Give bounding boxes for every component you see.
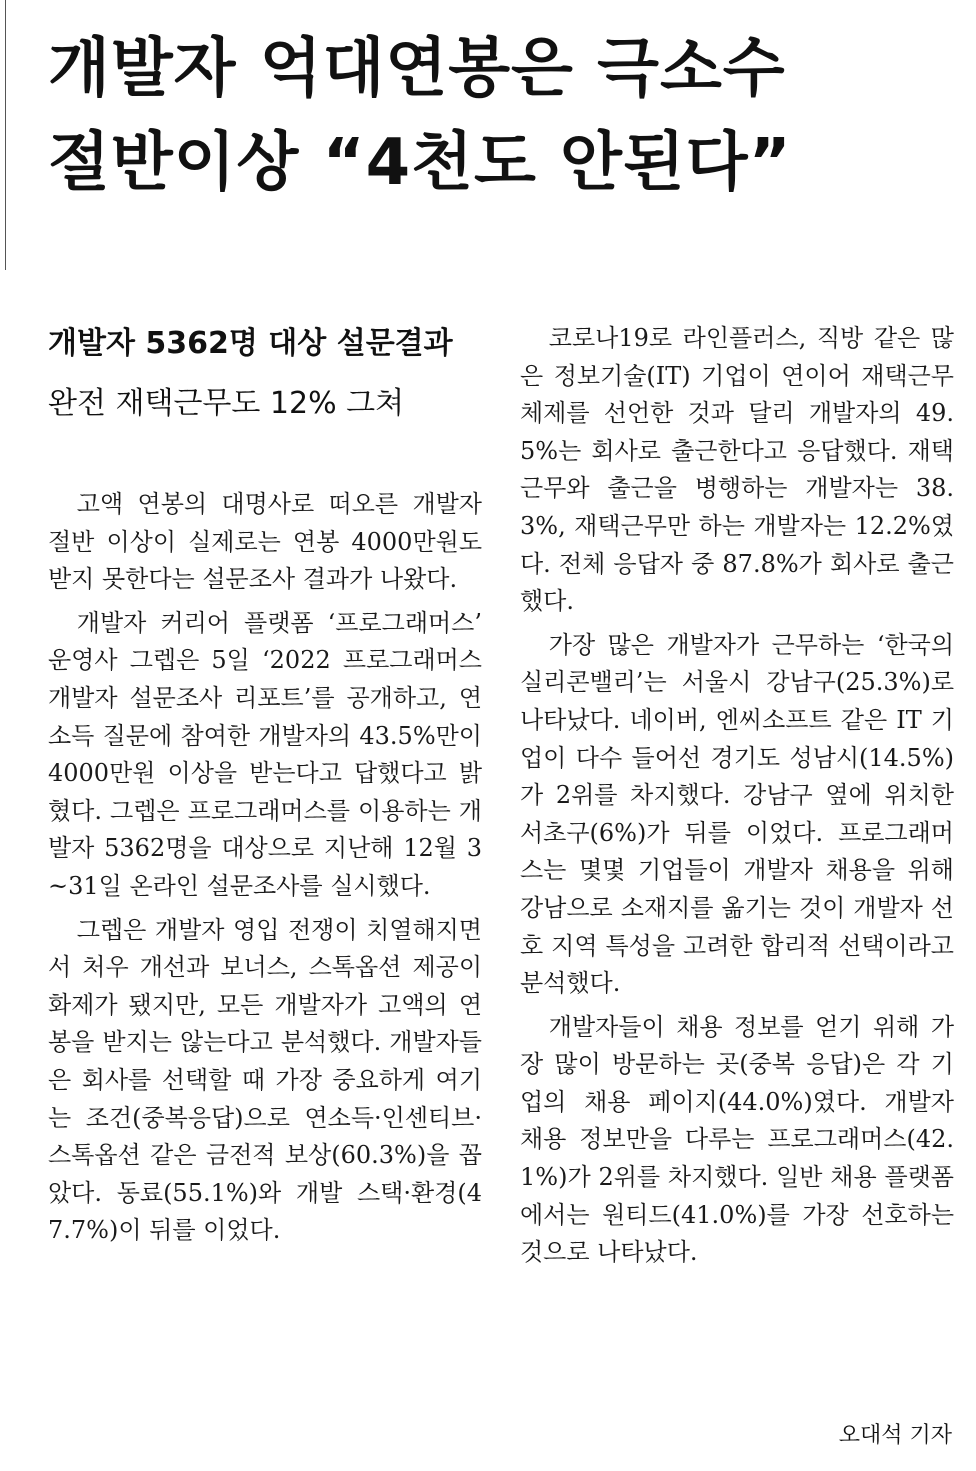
headline bbox=[48, 22, 968, 210]
paragraph: 코로나19로 라인플러스, 직방 같은 많은 정보기술(IT) 기업이 연이어 재택근무 체제를 선언한 것과 달리 개발자의 49.5%는 회사로 출근한다고 응답했다. 재택근무와 출근을 병행하는 개발자는 38.3%, 재택근무만 하는 개발자는 12.2%였다. 전체 응답자 중 87.8%가 회사로 출근했다. bbox=[520, 324, 954, 616]
paragraph: 그렙은 개발자 영입 전쟁이 치열해지면서 처우 개선과 보너스, 스톡옵션 제공이 화제가 됐지만, 모든 개발자가 고액의 연봉을 받지는 않는다고 분석했다. 개발자들은 회사를 선택할 때 가장 중요하게 여기는 조건(중복응답)으로 연소득·인센티브·스톡옵션 같은 금전적 보상(60.3%)을 꼽았다. 동료(55.1%)와 개발 스택·환경(47.7%)이 뒤를 이었다. bbox=[48, 915, 482, 1245]
headline-line-2: 절반이상 “4천도 안된다” bbox=[48, 126, 792, 200]
headline-line-1: 개발자 억대연봉은 극소수 bbox=[48, 32, 786, 106]
article-column-right bbox=[520, 320, 954, 1278]
subheadline-primary: 개발자 5362명 대상 설문결과 bbox=[48, 326, 453, 361]
byline: 오대석 기자 bbox=[838, 1423, 952, 1448]
left-column-rule bbox=[5, 0, 6, 270]
paragraph: 고액 연봉의 대명사로 떠오른 개발자 절반 이상이 실제로는 연봉 4000만원도 받지 못한다는 설문조사 결과가 나왔다. bbox=[48, 490, 482, 594]
paragraph: 개발자 커리어 플랫폼 ‘프로그래머스’ 운영사 그렙은 5일 ‘2022 프로그래머스 개발자 설문조사 리포트’를 공개하고, 연소득 질문에 참여한 개발자의 43.5%만이 4000만원 이상을 받는다고 답했다고 밝혔다. 그렙은 프로그래머스를 이용하는 개발자 5362명을 대상으로 지난해 12월 3~31일 온라인 설문조사를 실시했다. bbox=[48, 608, 482, 900]
paragraph: 가장 많은 개발자가 근무하는 ‘한국의 실리콘밸리’는 서울시 강남구(25.3%)로 나타났다. 네이버, 엔씨소프트 같은 IT 기업이 다수 들어선 경기도 성남시(14.5%)가 2위를 차지했다. 강남구 옆에 위치한 서초구(6%)가 뒤를 이었다. 프로그래머스는 몇몇 기업들이 개발자 채용을 위해 강남으로 소재지를 옮기는 것이 개발자 선호 지역 특성을 고려한 합리적 선택이라고 분석했다. bbox=[520, 630, 954, 998]
subheadline-secondary: 완전 재택근무도 12% 그쳐 bbox=[48, 386, 405, 421]
paragraph: 개발자들이 채용 정보를 얻기 위해 가장 많이 방문하는 곳(중복 응답)은 각 기업의 채용 페이지(44.0%)였다. 개발자 채용 정보만을 다루는 프로그래머스(42.1%)가 2위를 차지했다. 일반 채용 플랫폼에서는 원티드(41.0%)를 가장 선호하는 것으로 나타났다. bbox=[520, 1012, 954, 1267]
article-column-left bbox=[48, 486, 482, 1256]
